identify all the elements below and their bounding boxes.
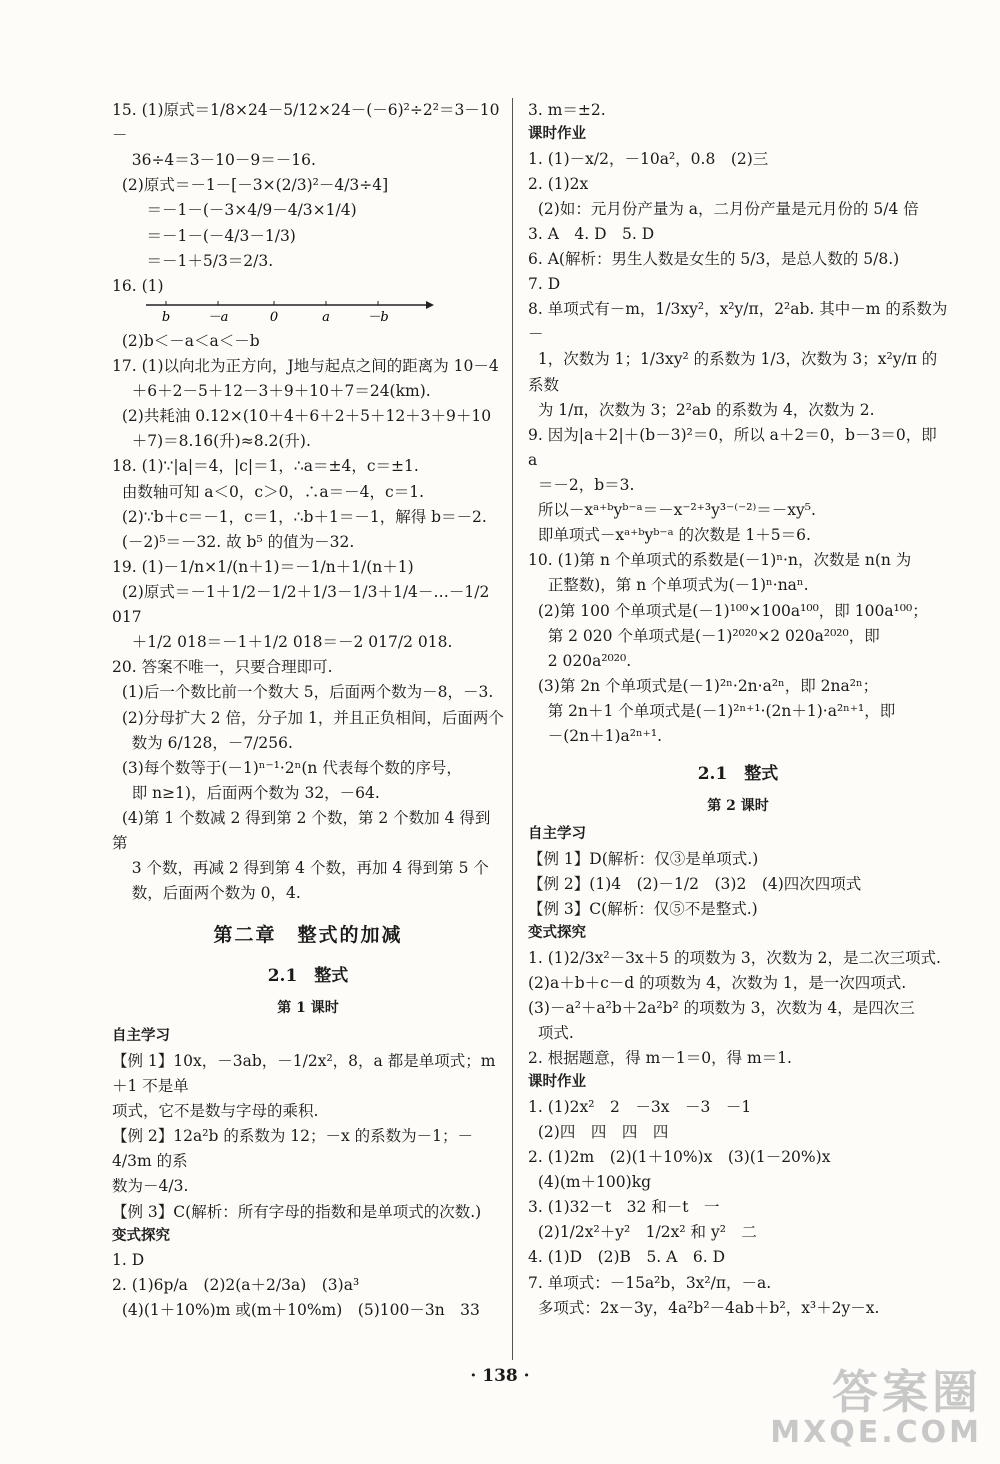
answer-line: (4)(m＋100)kg	[528, 1173, 652, 1192]
answer-line: 16. (1)	[112, 276, 164, 295]
answer-line: 【例 3】C(解析：仅⑤不是整式.)	[528, 900, 758, 919]
answer-line: 1，次数为 1；1/3xy² 的系数为 1/3，次数为 3；x²y/π 的系数	[528, 350, 938, 394]
answer-line: 项式.	[528, 1024, 574, 1043]
answer-line: (2)b＜－a＜a＜－b	[112, 331, 260, 350]
section-title: 2.1 整式	[267, 966, 349, 987]
answer-line: 即 n≥1)，后面两个数为 32，－64.	[112, 783, 380, 802]
answer-line: 【例 1】D(解析：仅③是单项式.)	[528, 849, 759, 868]
answer-line: 17. (1)以向北为正方向，J地与起点之间的距离为 10－4	[112, 356, 499, 375]
watermark-url: MXQE.COM	[770, 1415, 982, 1450]
answer-line: 2 020a²⁰²⁰.	[528, 651, 632, 670]
answer-line: 第 2 020 个单项式是(－1)²⁰²⁰×2 020a²⁰²⁰，即	[528, 626, 880, 645]
answer-line: 1. D	[112, 1251, 145, 1270]
number-line-diagram	[146, 299, 436, 329]
answer-line: (3)－a²＋a²b＋2a²b² 的项数为 3，次数为 4，是四次三	[528, 998, 915, 1017]
page-number: · 138 ·	[470, 1366, 530, 1386]
answer-line: ＋1/2 018＝－1＋1/2 018＝－2 017/2 018.	[112, 633, 453, 652]
answer-line: ＝－2，b＝3.	[528, 476, 635, 495]
answer-line: (3)第 2n 个单项式是(－1)²ⁿ·2n·a²ⁿ，即 2na²ⁿ；	[528, 676, 879, 695]
answer-line: (4)(1＋10%)m 或(m＋10%m) (5)100－3n 33	[112, 1301, 480, 1320]
answer-line: 第 2n＋1 个单项式是(－1)²ⁿ⁺¹·(2n＋1)·a²ⁿ⁺¹，即	[528, 702, 896, 720]
right-column	[528, 98, 948, 1321]
answer-line: 7. 单项式：－15a²b，3x²/π，－a.	[528, 1273, 772, 1292]
answer-line: 3 个数，再减 2 得到第 4 个数，再加 4 得到第 5 个	[112, 859, 489, 878]
subsection-heading: 课时作业	[528, 1074, 586, 1091]
subsection-heading: 课时作业	[528, 126, 586, 143]
answer-line: 为 1/π，次数为 3；2²ab 的系数为 4，次数为 2.	[528, 400, 875, 419]
answer-line: ＝－1－(－4/3－1/3)	[112, 226, 296, 245]
answer-line: 7. D	[528, 275, 561, 294]
answer-line: 正整数)，第 n 个单项式为(－1)ⁿ·naⁿ.	[528, 576, 809, 595]
arrow-icon	[426, 301, 434, 309]
answer-line: 1. (1)2/3x²－3x＋5 的项数为 3，次数为 2，是二次三项式.	[528, 948, 941, 967]
number-line-label: a	[322, 309, 330, 325]
number-line-label: －b	[367, 309, 389, 325]
answer-line: ＋7)＝8.16(升)≈8.2(升).	[112, 432, 311, 451]
answer-line: 2. (1)2m (2)(1＋10%)x (3)(1－20%)x	[528, 1147, 831, 1166]
watermark-text: 答案圈	[832, 1365, 982, 1419]
answer-line: (2)如：元月份产量为 a，二月份产量是元月份的 5/4 倍	[528, 199, 919, 218]
answer-line: 项式，它不是数与字母的乘积.	[112, 1102, 319, 1121]
chapter-title: 第二章 整式的加减	[213, 924, 403, 947]
answer-line: 【例 1】10x，－3ab，－1/2x²，8，a 都是单项式；m＋1 不是单	[112, 1051, 496, 1095]
answer-line: (2)分母扩大 2 倍，分子加 1，并且正负相间，后面两个	[112, 708, 504, 727]
answer-line: 所以－xᵃ⁺ᵇyᵇ⁻ᵃ＝－x⁻²⁺³y³⁻⁽⁻²⁾＝－xy⁵.	[528, 501, 816, 520]
answer-line: ＝－1－(－3×4/9－4/3×1/4)	[112, 201, 357, 220]
column-divider	[512, 98, 513, 1360]
answer-line: (2)共耗油 0.12×(10＋4＋6＋2＋5＋12＋3＋9＋10	[112, 407, 492, 426]
answer-line: 6. A(解析：男生人数是女生的 5/3，是总人数的 5/8.)	[528, 250, 900, 269]
answer-line: (2)a＋b＋c－d 的项数为 4，次数为 1，是一次四项式.	[528, 973, 907, 992]
answer-line: 2. (1)2x	[528, 174, 589, 193]
answer-line: 8. 单项式有－m，1/3xy²，x²y/π，2²ab. 其中－m 的系数为－	[528, 300, 948, 344]
answer-line: 9. 因为|a＋2|＋(b－3)²＝0，所以 a＋2＝0，b－3＝0，即 a	[528, 425, 942, 469]
answer-line: 10. (1)第 n 个单项式的系数是(－1)ⁿ·n，次数是 n(n 为	[528, 551, 912, 570]
answer-line: (2)∵b＋c＝－1，c＝1，∴b＋1＝－1，解得 b＝－2.	[112, 507, 487, 526]
subsection-heading: 自主学习	[528, 826, 586, 843]
answer-line: ＝－1＋5/3＝2/3.	[112, 251, 274, 270]
answer-line: 15. (1)原式＝1/8×24－5/12×24－(－6)²÷2²＝3－10－	[112, 101, 500, 145]
answer-line: (4)第 1 个数减 2 得到第 2 个数，第 2 个数加 4 得到第	[112, 808, 491, 853]
answer-line: 3. m＝±2.	[528, 101, 606, 119]
answer-line: 1. (1)－x/2，－10a²，0.8 (2)三	[528, 149, 769, 168]
answer-line: 36÷4＝3－10－9＝－16.	[112, 151, 316, 170]
answer-line: (2)1/2x²＋y² 1/2x² 和 y² 二	[528, 1223, 757, 1242]
answer-line: ＋6＋2－5＋12－3＋9＋10＋7＝24(km).	[112, 382, 431, 401]
subsection-heading: 变式探究	[112, 1227, 170, 1244]
answer-line: 20. 答案不唯一，只要合理即可.	[112, 658, 333, 677]
answer-line: 多项式：2x－3y，4a²b²－4ab＋b²，x³＋2y－x.	[528, 1298, 880, 1317]
answer-line: (3)每个数等于(－1)ⁿ⁻¹·2ⁿ(n 代表每个数的序号，	[112, 758, 462, 777]
lesson-title: 第 2 课时	[707, 797, 769, 814]
answer-line: (1)后一个数比前一个数大 5，后面两个数为－8，－3.	[112, 683, 494, 702]
section-title: 2.1 整式	[697, 764, 779, 785]
answer-line: 由数轴可知 a＜0，c＞0，∴a＝－4，c＝1.	[112, 482, 425, 501]
answer-line: (2)原式＝－1＋1/2－1/2＋1/3－1/3＋1/4－…－1/2 017	[112, 582, 495, 627]
answer-line: (2)第 100 个单项式是(－1)¹⁰⁰×100a¹⁰⁰，即 100a¹⁰⁰；	[528, 601, 928, 620]
answer-line: (－2)⁵＝－32. 故 b⁵ 的值为－32.	[112, 532, 355, 551]
answer-line: 即单项式－xᵃ⁺ᵇyᵇ⁻ᵃ 的次数是 1＋5＝6.	[528, 526, 811, 545]
answer-line: 2. (1)6p/a (2)2(a＋2/3a) (3)a³	[112, 1276, 360, 1295]
answer-line: 数为－4/3.	[112, 1177, 189, 1196]
answer-line: (2)四 四 四 四	[528, 1122, 669, 1141]
answer-line: 1. (1)2x² 2 －3x －3 －1	[528, 1097, 752, 1116]
lesson-title: 第 1 课时	[277, 999, 339, 1016]
subsection-heading: 变式探究	[528, 925, 586, 942]
answer-line: －(2n＋1)a²ⁿ⁺¹.	[528, 727, 663, 746]
answer-line: (2)原式＝－1－[－3×(2/3)²－4/3÷4]	[112, 176, 389, 195]
answer-line: 3. (1)32－t 32 和－t 一	[528, 1198, 720, 1217]
answer-line: 19. (1)－1/n×1/(n＋1)＝－1/n＋1/(n＋1)	[112, 557, 414, 576]
answer-line: 【例 2】(1)4 (2)－1/2 (3)2 (4)四次四项式	[528, 875, 862, 894]
subsection-heading: 自主学习	[112, 1028, 170, 1045]
answer-line: 【例 2】12a²b 的系数为 12；－x 的系数为－1；－4/3m 的系	[112, 1127, 473, 1171]
answer-line: 2. 根据题意，得 m－1＝0，得 m＝1.	[528, 1049, 792, 1068]
answer-line: 18. (1)∵|a|＝4，|c|＝1，∴a＝±4，c＝±1.	[112, 457, 419, 476]
answer-line: 数，后面两个数为 0，4.	[112, 884, 301, 903]
number-line-label: b	[161, 309, 171, 325]
number-line-label: －a	[207, 309, 229, 325]
answer-line: 3. A 4. D 5. D	[528, 224, 655, 243]
left-column	[112, 98, 504, 1323]
answer-line: 数为 6/128，－7/256.	[112, 733, 293, 752]
number-line-label: 0	[269, 309, 279, 325]
answer-line: 【例 3】C(解析：所有字母的指数和是单项式的次数.)	[112, 1202, 482, 1221]
answer-line: 4. (1)D (2)B 5. A 6. D	[528, 1248, 725, 1267]
watermark-logo	[770, 1365, 982, 1450]
